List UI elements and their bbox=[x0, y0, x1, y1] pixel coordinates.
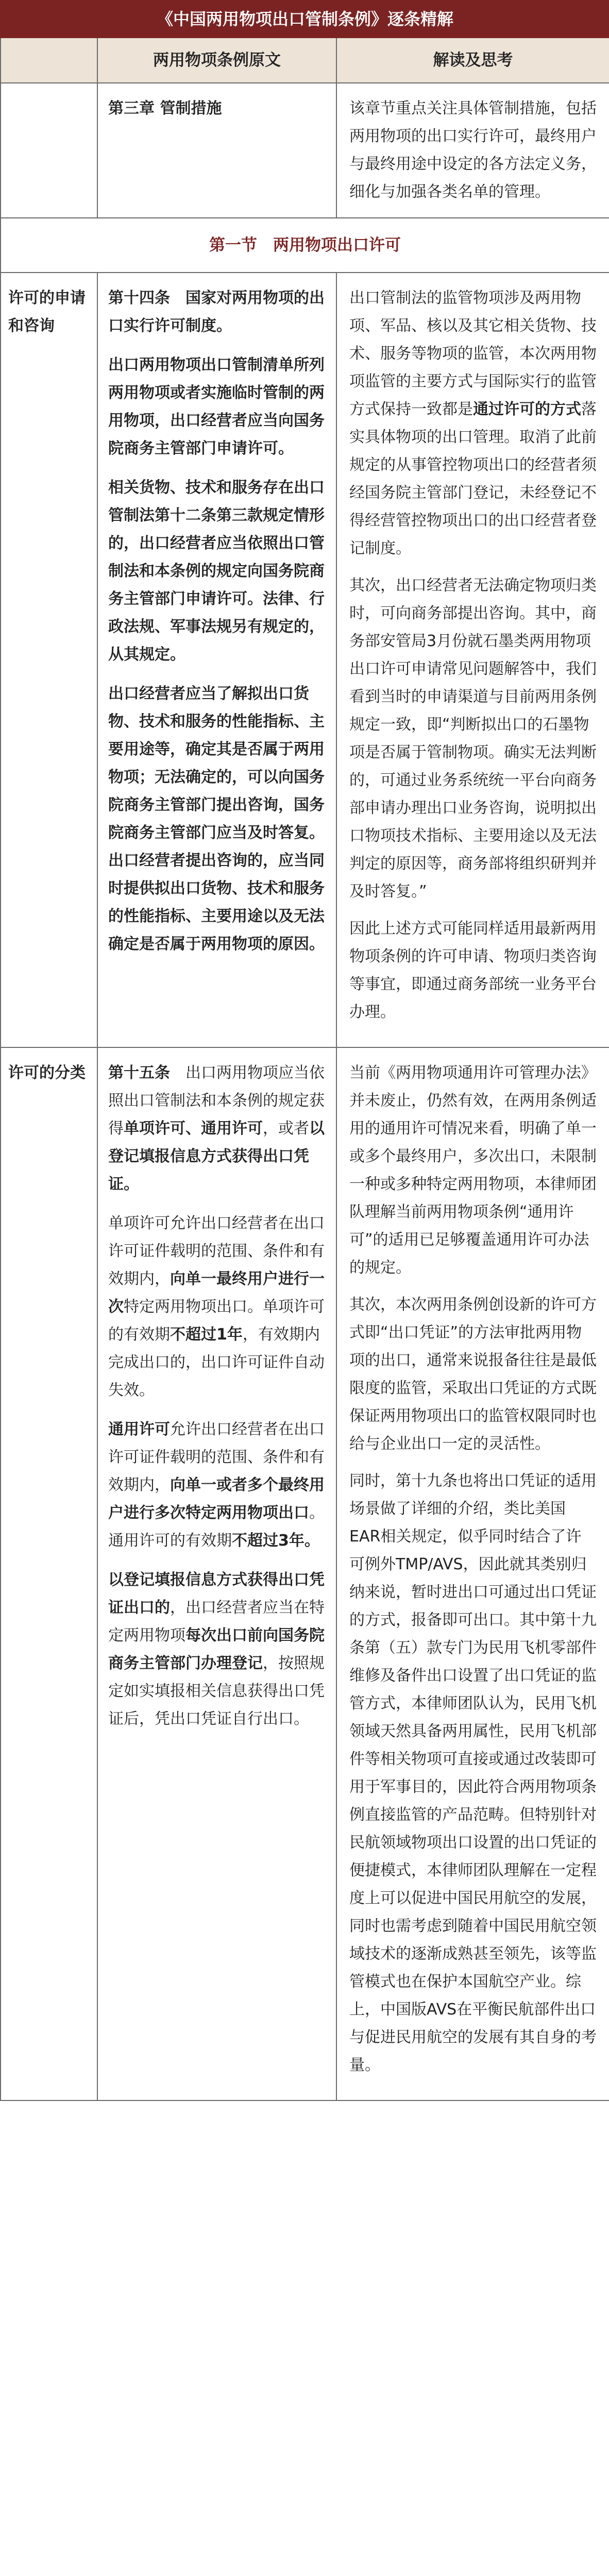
article-text: 单项许可允许出口经营者在出口许可证件载明的范围、条件和有效期内， bbox=[108, 1214, 325, 1288]
article-text: 相关货物、技术和服务存在出口管制法第十二条第三款规定情形的，出口经营者应当依照出口管制法和本条例的规定向国务院商务主管部门申请许可。法律、行政法规、军事法规另有规定的，从其规定。 bbox=[108, 479, 325, 664]
row-license-classification bbox=[1, 1047, 609, 2100]
article-emphasis: 单项许可、通用许可 bbox=[124, 1120, 263, 1138]
analysis-paragraph bbox=[349, 1291, 597, 1458]
article-emphasis: 不超过1年 bbox=[170, 1326, 243, 1344]
article-paragraph bbox=[108, 1416, 326, 1555]
chapter-original bbox=[97, 83, 336, 218]
article-emphasis: 向单一或者多个最终用户进行多次特定两用物项出口 bbox=[108, 1476, 325, 1522]
analysis-text: 其次，本次两用条例创设新的许可方式即“出口凭证”的方法审批两用物项的出口，通常来说报备往往是最低限度的监管，采取出口凭证的方式既保证两用物项出口的监管权限同时也给与企业出口一定的灵活性。 bbox=[349, 1296, 597, 1453]
chapter-blank-cell bbox=[1, 83, 97, 218]
analysis-text: 同时，第十九条也将出口凭证的适用场景做了详细的介绍，类比美国EAR相关规定，似乎同时结合了许可例外TMP/AVS，因此就其类别归纳来说，暂时进出口可通过出口凭证的方式，报备即可出口。其中第十九条第（五）款专门为民用飞机零部件维修及备件出口设置了出口凭证的监管方式，本律师团队认为，民用飞机领域天然具备两用属性，民用飞机部件等相关物项可直接或通过改装即可用于军事目的，因此符合两用物项条例直接监管的产品范畴。但特别针对民航领域物项出口设置的出口凭证的便捷模式，本律师团队理解在一定程度上可以促进中国民用航空的发展，同时也需考虑到随着中国民用航空领域技术的逐渐成熟甚至领先，该等监管模式也在保护本国航空产业。综上，中国版AVS在平衡民航部件出口与促进民用航空的发展有其自身的考量。 bbox=[349, 1472, 597, 2074]
article-text: 第十四条 国家对两用物项的出口实行许可制度。 bbox=[108, 289, 325, 335]
article-emphasis: 以登记填报信息方式获得出口凭证。 bbox=[108, 1120, 325, 1193]
chapter-row bbox=[1, 83, 609, 218]
article-text: 出口两用物项应当依照出口管制法和本条例的规定获得 bbox=[108, 1064, 325, 1138]
article-text: 允许出口经营者在出口许可证件载明的范围、条件和有效期内， bbox=[108, 1420, 325, 1494]
document-title: 《中国两用物项出口管制条例》逐条精解 bbox=[1, 1, 609, 38]
analysis-emphasis: 通过许可的方式 bbox=[473, 400, 581, 418]
row-license-application bbox=[1, 273, 609, 1047]
header-analysis: 解读及思考 bbox=[336, 38, 609, 83]
column-header-row bbox=[1, 38, 609, 83]
section-title-text: 第一节 两用物项出口许可 bbox=[209, 236, 401, 255]
article-text: 出口两用物项出口管制清单所列两用物项或者实施临时管制的两用物项，出口经营者应当向国务院商务主管部门申请许可。 bbox=[108, 356, 325, 457]
analysis-text: 落实具体物项的出口管理。取消了此前规定的从事管控物项出口的经营者须经国务院主管部门登记，未经登记不得经营管控物项出口的出口经营者登记制度。 bbox=[349, 400, 597, 557]
article-paragraph bbox=[108, 680, 326, 958]
analysis-text: 因此上述方式可能同样适用最新两用物项条例的许可申请、物项归类咨询等事宜，即通过商务部统一业务平台办理。 bbox=[349, 920, 597, 1021]
category-cell: 许可的分类 bbox=[1, 1047, 97, 2100]
analysis-text: 当前《两用物项通用许可管理办法》并未废止，仍然有效，在两用条例适用的通用许可情况来看，明确了单一或多个最终用户，多次出口，未限制一种或多种特定两用物项，本律师团队理解当前两用物项条例“通用许可”的适用已足够覆盖通用许可办法的规定。 bbox=[349, 1064, 597, 1277]
analysis-text: 出口管制法的监管物项涉及两用物项、军品、核以及其它相关货物、技术、服务等物项的监管，本次两用物项监管的主要方式与国际实行的监管方式保持一致都是 bbox=[349, 289, 597, 418]
analysis-cell bbox=[336, 273, 609, 1047]
article-emphasis: 向单一最终用户进行一次 bbox=[108, 1270, 325, 1316]
header-blank-cell bbox=[1, 38, 97, 83]
analysis-paragraph bbox=[349, 915, 597, 1026]
article-text: 出口经营者应当了解拟出口货物、技术和服务的性能指标、主要用途等，确定其是否属于两用物项；无法确定的，可以向国务院商务主管部门提出咨询，国务院商务主管部门应当及时答复。出口经营者提出咨询的，应当同时提供拟出口货物、技术和服务的性能指标、主要用途以及无法确定是否属于两用物项的原因。 bbox=[108, 685, 325, 953]
article-text: 特定两用物项出口。单项许可的有效期 bbox=[108, 1298, 325, 1344]
analysis-paragraph bbox=[349, 284, 597, 563]
article-paragraph bbox=[108, 351, 326, 463]
article-text: ，出口经营者应当在特定两用物项 bbox=[108, 1599, 325, 1645]
chapter-title: 第三章 管制措施 bbox=[108, 99, 222, 117]
analysis-text: 其次，出口经营者无法确定物项归类时，可向商务部提出咨询。其中，商务部安管局3月份就石墨类两用物项出口许可申请常见问题解答中，我们看到当时的申请渠道与目前两用条例规定一致，即“判断拟出口的石墨物项是否属于管制物项。确实无法判断的，可通过业务系统统一平台向商务部申请办理出口业务咨询，说明拟出口物项技术指标、主要用途以及无法判定的原因等，商务部将组织研判并及时答复。” bbox=[349, 577, 597, 901]
article-paragraph bbox=[108, 284, 326, 340]
title-row bbox=[1, 1, 609, 38]
section-title bbox=[1, 218, 609, 273]
article-cell bbox=[97, 273, 336, 1047]
header-original: 两用物项条例原文 bbox=[97, 38, 336, 83]
article-emphasis: 每次出口前向国务院商务主管部门办理登记 bbox=[108, 1626, 325, 1672]
article-text: 。通用许可的有效期 bbox=[108, 1504, 325, 1550]
article-emphasis: 通用许可 bbox=[108, 1420, 170, 1438]
article-cell bbox=[97, 1047, 336, 2100]
chapter-analysis: 该章节重点关注具体管制措施，包括两用物项的出口实行许可，最终用户与最终用途中设定的各方法定义务，细化与加强各类名单的管理。 bbox=[336, 83, 609, 218]
section-row bbox=[1, 218, 609, 273]
analysis-paragraph bbox=[349, 1467, 597, 2079]
article-text: ，或者 bbox=[263, 1120, 309, 1138]
analysis-cell bbox=[336, 1047, 609, 2100]
category-cell: 许可的申请和咨询 bbox=[1, 273, 97, 1047]
article-paragraph bbox=[108, 1059, 326, 1198]
article-paragraph bbox=[108, 1566, 326, 1733]
article-emphasis: 以登记填报信息方式获得出口凭证出口的 bbox=[108, 1571, 325, 1617]
article-emphasis: 第十五条 bbox=[108, 1064, 170, 1082]
article-text: ，按照规定如实填报相关信息获得出口凭证后，凭出口凭证自行出口。 bbox=[108, 1654, 325, 1728]
article-text: ，有效期内完成出口的，出口许可证件自动失效。 bbox=[108, 1326, 325, 1399]
analysis-paragraph bbox=[349, 572, 597, 906]
article-emphasis: 不超过3年。 bbox=[232, 1532, 320, 1550]
analysis-paragraph bbox=[349, 1059, 597, 1282]
article-paragraph bbox=[108, 1210, 326, 1404]
article-paragraph bbox=[108, 474, 326, 669]
